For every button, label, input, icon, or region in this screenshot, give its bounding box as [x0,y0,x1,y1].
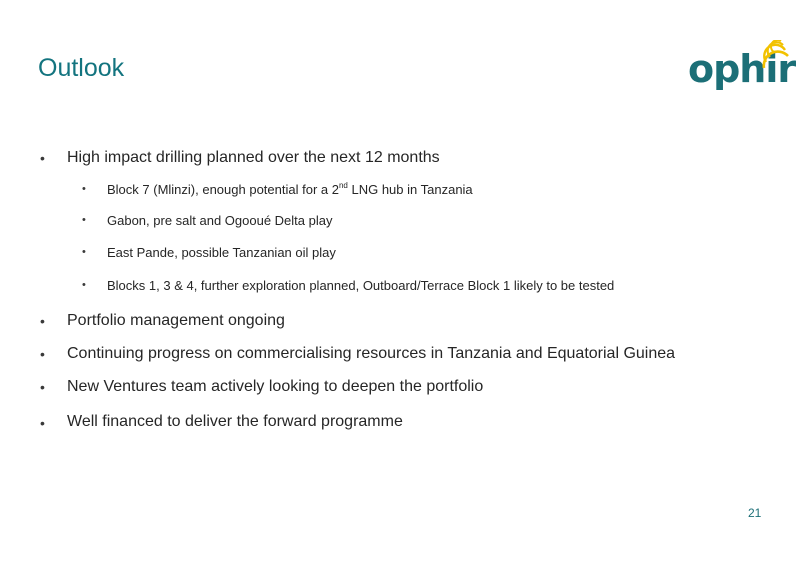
bullet-glyph: • [40,379,45,395]
sub-bullet-glyph: • [82,279,86,291]
sub-bullet-item [107,183,473,196]
page-number: 21 [748,506,762,520]
sub-bullet-glyph: • [82,246,86,258]
bullet-item: Continuing progress on commercialising resources in Tanzania and Equatorial Guinea [67,345,676,362]
bullet-item: New Ventures team actively looking to deepen the portfolio [67,378,484,395]
logo-wordmark: ophir [688,47,796,91]
ophir-logo [688,40,796,100]
bullet-item: High impact drilling planned over the next 12 months [67,149,440,166]
sub-bullet-text: LNG hub in Tanzania [347,182,473,197]
ordinal-superscript: nd [338,181,348,190]
bullet-glyph: • [40,150,45,166]
bullet-glyph: • [40,346,45,362]
sub-bullet-glyph: • [82,183,86,195]
slide-title: Outlook [38,54,125,82]
sun-icon [758,40,792,70]
sub-bullet-text: Block 7 (Mlinzi), enough potential for a 2 [107,182,339,197]
sub-bullet-item: East Pande, possible Tanzanian oil play [107,245,336,260]
bullet-glyph: • [40,415,45,431]
sub-bullet-item: Gabon, pre salt and Ogooué Delta play [107,213,333,228]
bullet-item: Portfolio management ongoing [67,312,285,329]
bullet-item: Well financed to deliver the forward programme [67,413,403,430]
sub-bullet-item: Blocks 1, 3 & 4, further exploration planned, Outboard/Terrace Block 1 likely to be tested [107,278,615,293]
sub-bullet-glyph: • [82,214,86,226]
bullet-glyph: • [40,313,45,329]
